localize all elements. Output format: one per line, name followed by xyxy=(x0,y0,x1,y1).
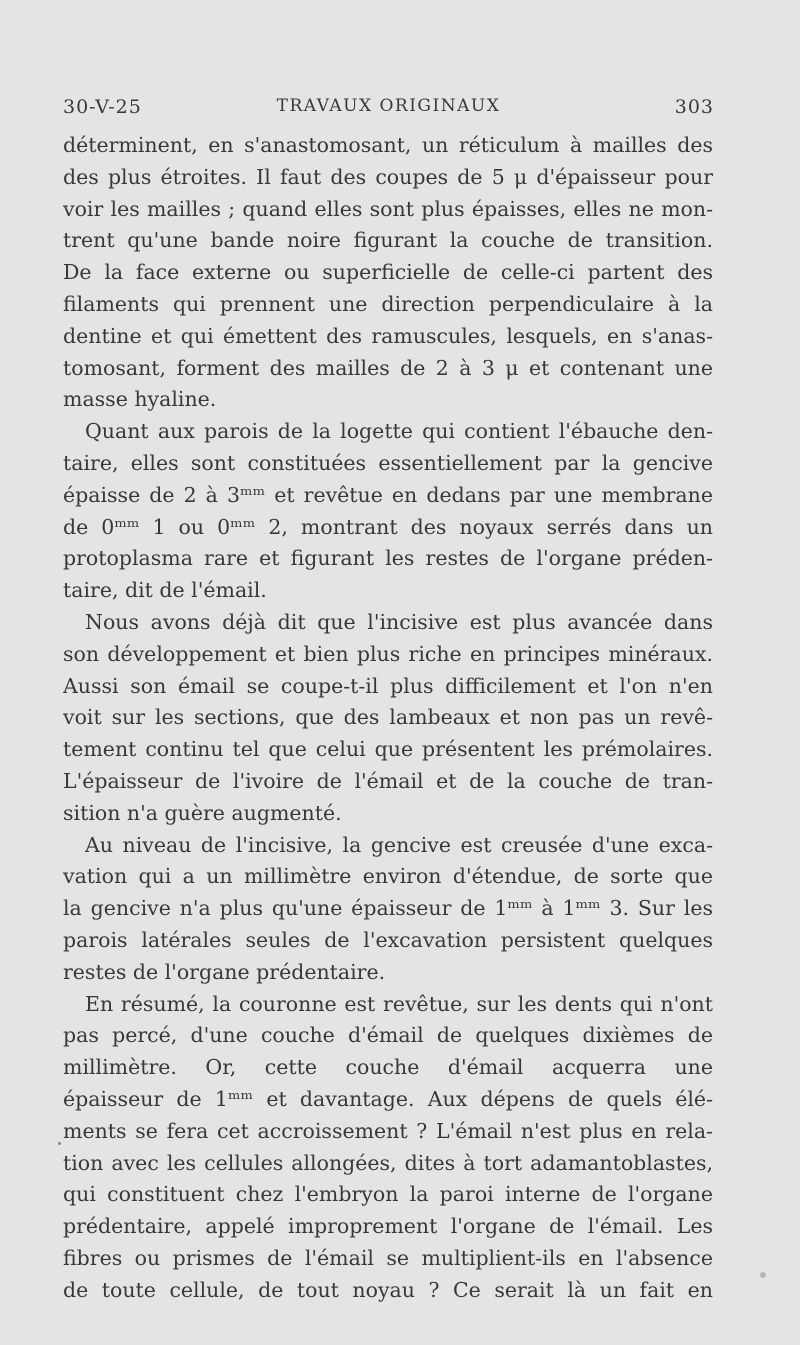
text-line: restes de l'organe prédentaire. xyxy=(63,959,386,984)
text-line: tement continu tel que celui que présentent les prémolaires. xyxy=(63,737,713,762)
text-line: tion avec les cellules allongées, dites à tort adamantoblastes, xyxy=(63,1150,713,1175)
header-date: 30-V-25 xyxy=(63,96,142,118)
text-line: protoplasma rare et figurant les restes de l'organe préden- xyxy=(63,546,713,571)
text-line: sition n'a guère augmenté. xyxy=(63,800,342,825)
text-line: Nous avons déjà dit que l'incisive est plus avancée dans xyxy=(85,609,713,634)
text-line: vation qui a un millimètre environ d'étendue, de sorte que xyxy=(63,864,713,889)
text-line: trent qu'une bande noire figurant la couche de transition. xyxy=(63,228,713,253)
text-line: filaments qui prennent une direction perpendiculaire à la xyxy=(63,291,713,316)
text-line: De la face externe ou superficielle de celle-ci partent des xyxy=(63,260,713,285)
text-line: millimètre. Or, cette couche d'émail acquerra une xyxy=(63,1055,713,1080)
text-line: la gencive n'a plus qu'une épaisseur de 1ᵐᵐ à 1ᵐᵐ 3. Sur les xyxy=(63,896,713,921)
text-line: taire, dit de l'émail. xyxy=(63,578,267,603)
text-line: voit sur les sections, que des lambeaux et non pas un revê- xyxy=(63,705,713,730)
text-line: de 0ᵐᵐ 1 ou 0ᵐᵐ 2, montrant des noyaux serrés dans un xyxy=(63,514,713,539)
text-line: ments se fera cet accroissement ? L'émail n'est plus en rela- xyxy=(63,1118,713,1143)
text-line: des plus étroites. Il faut des coupes de 5 μ d'épaisseur pour xyxy=(63,164,713,189)
text-line: Quant aux parois de la logette qui contient l'ébauche den- xyxy=(85,419,713,444)
text-line: En résumé, la couronne est revêtue, sur les dents qui n'ont xyxy=(85,991,713,1016)
text-line: épaisseur de 1ᵐᵐ et davantage. Aux dépens de quels élé- xyxy=(63,1086,713,1111)
text-line: prédentaire, appelé improprement l'organe de l'émail. Les xyxy=(63,1214,713,1239)
text-line: de toute cellule, de tout noyau ? Ce serait là un fait en xyxy=(63,1277,713,1302)
header-title: TRAVAUX ORIGINAUX xyxy=(276,96,501,116)
text-line: voir les mailles ; quand elles sont plus épaisses, elles ne mon- xyxy=(63,196,713,221)
text-line: masse hyaline. xyxy=(63,387,217,412)
text-line: parois latérales seules de l'excavation persistent quelques xyxy=(63,927,713,952)
text-line: tomosant, forment des mailles de 2 à 3 μ et contenant une xyxy=(63,355,713,380)
page-number: 303 xyxy=(674,96,714,118)
paper-speck xyxy=(760,1272,766,1278)
text-line: qui constituent chez l'embryon la paroi interne de l'organe xyxy=(63,1182,713,1207)
text-line: dentine et qui émettent des ramuscules, lesquels, en s'anas- xyxy=(63,323,713,348)
text-line: épaisse de 2 à 3ᵐᵐ et revêtue en dedans par une membrane xyxy=(63,482,713,507)
text-line: déterminent, en s'anastomosant, un réticulum à mailles des xyxy=(63,133,713,157)
text-line: pas percé, d'une couche d'émail de quelques dixièmes de xyxy=(63,1023,713,1048)
text-line: fibres ou prismes de l'émail se multiplient-ils en l'absence xyxy=(63,1245,713,1270)
text-line: Aussi son émail se coupe-t-il plus difficilement et l'on n'en xyxy=(63,673,713,698)
text-line: taire, elles sont constituées essentiellement par la gencive xyxy=(63,450,713,475)
print-mark xyxy=(58,1142,61,1145)
page-body-text xyxy=(63,130,713,1306)
running-header xyxy=(63,96,714,122)
text-line: L'épaisseur de l'ivoire de l'émail et de la couche de tran- xyxy=(63,768,713,793)
text-line: Au niveau de l'incisive, la gencive est creusée d'une exca- xyxy=(85,832,713,857)
text-line: son développement et bien plus riche en principes minéraux. xyxy=(63,641,713,666)
